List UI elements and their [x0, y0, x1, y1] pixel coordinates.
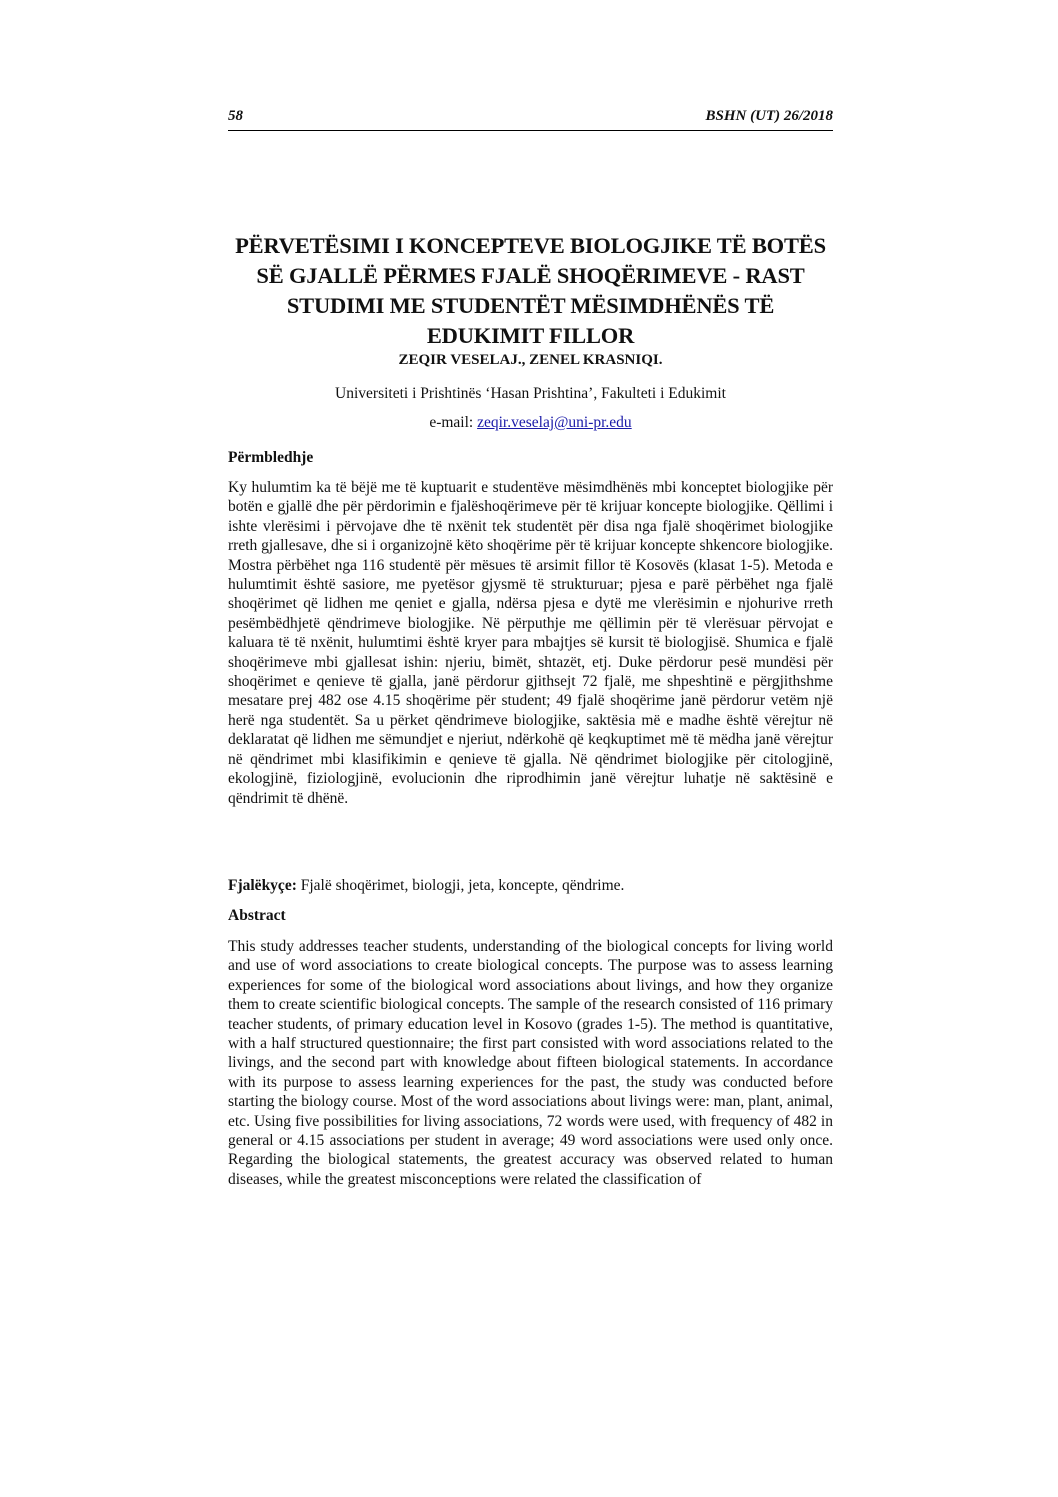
- paper-title: PËRVETËSIMI I KONCEPTEVE BIOLOGJIKE TË BOTËS SË GJALLË PËRMES FJALË SHOQËRIMEVE - RAST STUDIMI ME STUDENTËT MËSIMDHËNËS TË EDUKIMIT FILLOR: [235, 233, 826, 348]
- email-line: [228, 414, 833, 432]
- authors: ZEQIR VESELAJ., ZENEL KRASNIQI.: [398, 352, 663, 368]
- email-label: e-mail:: [429, 414, 474, 431]
- page-number: 58: [228, 108, 243, 124]
- keywords: [228, 877, 833, 895]
- permbledhje-text: Ky hulumtim ka të bëjë me të kuptuarit e studentëve mësimdhënës mbi konceptet biologjike për botën e gjallë dhe për përdorimin e fjalëshoqërimeve për të krijuar koncepte biologjike. Qëllimi i ishte vlerësimi i përvojave dhe të nxënit tek studentët për disa nga fjalë shoqërimet biologjike rreth gjallesave, dhe si i organizojnë këto shoqërime për të krijuar koncepte shkencore biologjike. Mostra përbëhet nga 116 studentë për mësues të arsimit fillor të Kosovës (klasat 1-5). Metoda e hulumtimit është sasiore, me pyetësor gjysmë të strukturuar; pjesa e parë përbëhet nga fjalë shoqërimet që lidhen me qeniet e gjalla, ndërsa pjesa e dytë me vlerësimin e njohurive rreth pesëmbëdhjetë qëndrimeve biologjike. Në përputhje me qëllimin për të vlerësuar përvojat e kaluara të të nxënit, hulumtimi është kryer para mbajtjes së kursit të biologjisë. Shumica e fjalë shoqërimeve mbi gjallesat ishin: njeriu, bimët, shtazët, etj. Duke përdorur pesë mundësi për shoqërimet e qenieve të gjalla, janë përdorur gjithsejt 72 fjalë, me shpeshtinë e përgjithshme mesatare prej 482 ose 4.15 shoqërime për student; 49 fjalë shoqërime janë përdorur vetëm një herë nga studentët. Sa u përket qëndrimeve biologjike, saktësia më e madhe është vërejtur në deklaratat që lidhen me sëmundjet e njeriut, ndërkohë që keqkuptimet më të mëdha janë vërejtur në qëndrimet mbi klasifikimin e qenieve të gjalla. Në qëndrimet biologjike për citologjinë, ekologjinë, fiziologjinë, evolucionin dhe riprodhimin janë vërejtur luhatje në saktësinë e qëndrimit të dhënë.: [228, 479, 833, 807]
- email-link[interactable]: zeqir.veselaj@uni-pr.edu: [477, 414, 632, 431]
- permbledhje-heading: Përmbledhje: [228, 449, 314, 466]
- abstract-text: This study addresses teacher students, understanding of the biological concepts for living world and use of word associations to create biological concepts. The purpose was to assess learning experiences for some of the biological word associations about livings, and how they organize them to create scientific biological concepts. The sample of the research consisted of 116 primary teacher students, of primary education level in Kosovo (grades 1-5). The method is quantitative, with a half structured questionnaire; the first part consisted with word associations related to the livings, and the second part with knowledge about fifteen biological statements. In accordance with its purpose to assess learning experiences for the past, the study was conducted before starting the biology course. Most of the word associations about livings were: man, plant, animal, etc. Using five possibilities for living associations, 72 words were used, with frequency of 482 in general or 4.15 associations per student in average; 49 word associations were used only once. Regarding the biological statements, the greatest accuracy was observed related to human diseases, while the greatest misconceptions were related the classification of: [228, 938, 833, 1188]
- running-header: [228, 108, 833, 131]
- keywords-text: Fjalë shoqërimet, biologji, jeta, koncepte, qëndrime.: [300, 877, 625, 894]
- journal-reference: BSHN (UT) 26/2018: [705, 108, 833, 124]
- affiliation: Universiteti i Prishtinës ‘Hasan Prishtina’, Fakulteti i Edukimit: [335, 385, 726, 402]
- abstract-heading: Abstract: [228, 907, 286, 924]
- keywords-label: Fjalëkyçe:: [228, 877, 297, 894]
